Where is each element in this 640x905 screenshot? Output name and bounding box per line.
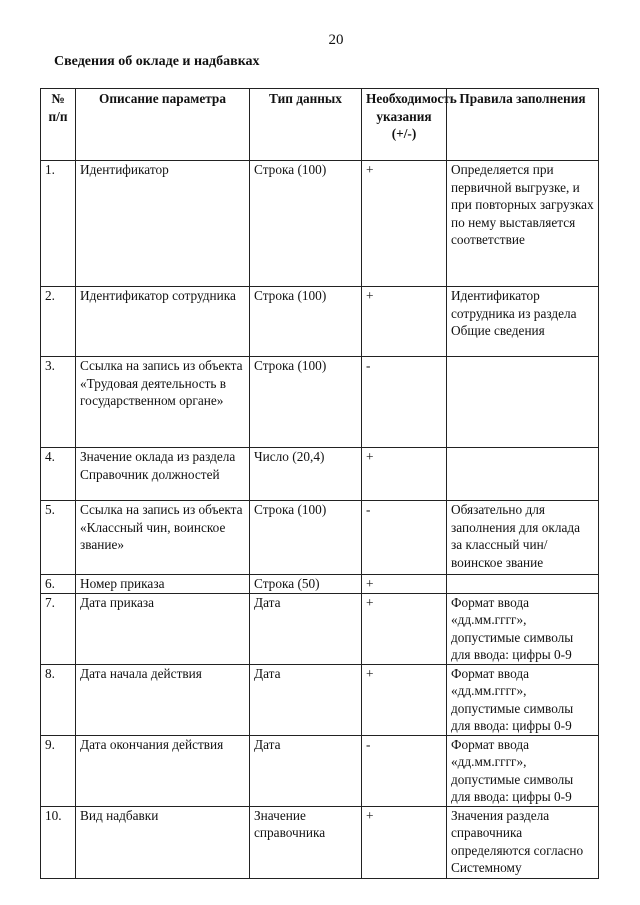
row-num: 6.: [41, 575, 76, 594]
row-num: 10.: [41, 806, 76, 878]
row-data-type: Дата: [250, 735, 362, 806]
row-required: +: [362, 575, 447, 594]
row-data-type: Строка (100): [250, 287, 362, 357]
row-required: -: [362, 735, 447, 806]
row-fill-rules: [447, 357, 599, 448]
row-fill-rules: Формат ввода «дд.мм.гггг», допустимые символы для ввода: цифры 0-9: [447, 735, 599, 806]
row-num: 4.: [41, 448, 76, 501]
row-required: +: [362, 593, 447, 664]
row-data-type: Строка (100): [250, 161, 362, 287]
row-required: +: [362, 161, 447, 287]
row-data-type: Дата: [250, 593, 362, 664]
row-num: 5.: [41, 501, 76, 575]
row-description: Номер приказа: [76, 575, 250, 594]
row-description: Дата окончания действия: [76, 735, 250, 806]
row-description: Идентификатор сотрудника: [76, 287, 250, 357]
header-data-type: Тип данных: [250, 89, 362, 161]
header-description: Описание параметра: [76, 89, 250, 161]
table-row: [41, 161, 599, 287]
row-fill-rules: [447, 575, 599, 594]
header-fill-rules: Правила заполнения: [447, 89, 599, 161]
row-num: 7.: [41, 593, 76, 664]
row-data-type: Строка (100): [250, 501, 362, 575]
table-row: [41, 287, 599, 357]
table-header-row: [41, 89, 599, 161]
table-row: [41, 357, 599, 448]
header-num: № п/п: [41, 89, 76, 161]
row-fill-rules: Формат ввода «дд.мм.гггг», допустимые символы для ввода: цифры 0-9: [447, 593, 599, 664]
row-fill-rules: Определяется при первичной выгрузке, и при повторных загрузках по нему выставляется соответствие: [447, 161, 599, 287]
row-data-type: Число (20,4): [250, 448, 362, 501]
row-required: +: [362, 287, 447, 357]
page-number: 20: [328, 32, 344, 48]
row-num: 2.: [41, 287, 76, 357]
header-required: Необходимость указания (+/-): [362, 89, 447, 161]
row-description: Вид надбавки: [76, 806, 250, 878]
row-num: 1.: [41, 161, 76, 287]
row-fill-rules: Значения раздела справочника определяются согласно Системному: [447, 806, 599, 878]
row-description: Дата приказа: [76, 593, 250, 664]
table-row: [41, 806, 599, 878]
row-description: Ссылка на запись из объекта «Трудовая деятельность в государственном органе»: [76, 357, 250, 448]
row-description: Ссылка на запись из объекта «Классный чин, воинское звание»: [76, 501, 250, 575]
table-row: [41, 448, 599, 501]
row-fill-rules: Обязательно для заполнения для оклада за классный чин/воинское звание: [447, 501, 599, 575]
row-required: -: [362, 357, 447, 448]
row-data-type: Строка (50): [250, 575, 362, 594]
row-required: +: [362, 806, 447, 878]
row-description: Идентификатор: [76, 161, 250, 287]
row-required: +: [362, 448, 447, 501]
row-fill-rules: Формат ввода «дд.мм.гггг», допустимые символы для ввода: цифры 0-9: [447, 664, 599, 735]
row-num: 8.: [41, 664, 76, 735]
row-data-type: Значение справочника: [250, 806, 362, 878]
row-description: Значение оклада из раздела Справочник должностей: [76, 448, 250, 501]
row-num: 9.: [41, 735, 76, 806]
row-fill-rules: [447, 448, 599, 501]
parameters-table: [40, 88, 599, 879]
table-row: [41, 735, 599, 806]
row-description: Дата начала действия: [76, 664, 250, 735]
table-row: [41, 575, 599, 594]
row-required: +: [362, 664, 447, 735]
row-num: 3.: [41, 357, 76, 448]
table-row: [41, 664, 599, 735]
table-row: [41, 501, 599, 575]
row-data-type: Строка (100): [250, 357, 362, 448]
row-required: -: [362, 501, 447, 575]
row-fill-rules: Идентификатор сотрудника из раздела Общие сведения: [447, 287, 599, 357]
table-row: [41, 593, 599, 664]
section-title: Сведения об окладе и надбавках: [54, 54, 260, 69]
row-data-type: Дата: [250, 664, 362, 735]
